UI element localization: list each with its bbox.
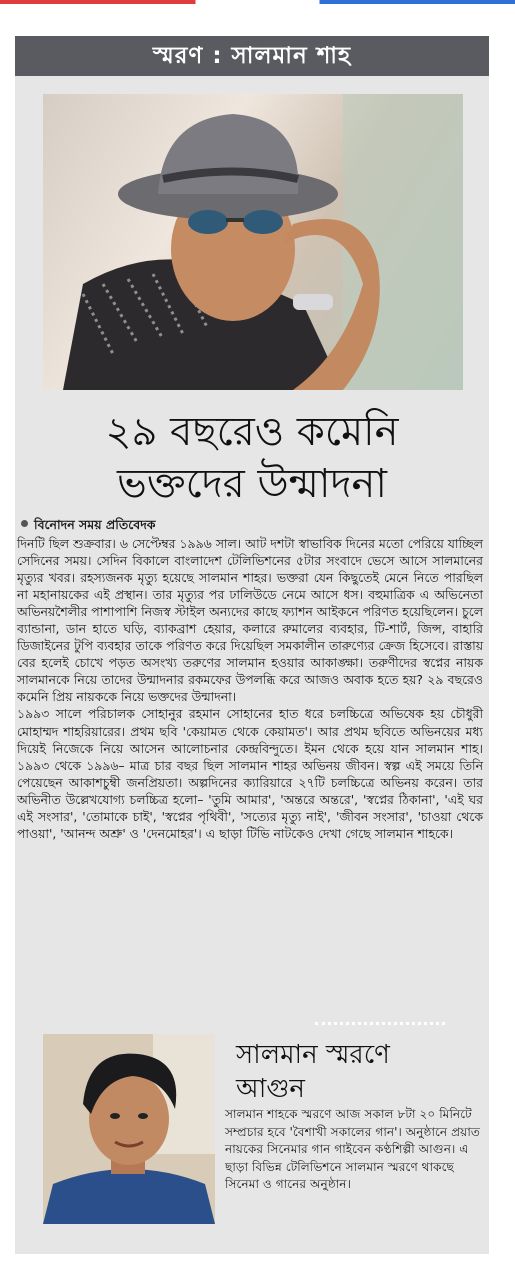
body-paragraph-2: ১৯৯৩ সালে পরিচালক সোহানুর রহমান সোহানের হাত ধরে চলচ্চিত্রে অভিষেক হয় চৌধুরী মোহাম্মদ শাহরিয়ারের। প্রথম ছবি 'কেয়ামত থেকে কেয়ামত'। আর প্রথম ছবিতে অভিনয়ের মধ্য দিয়েই নিজেকে নিয়ে আসেন আলোচনার কেন্দ্রবিন্দুতে। ইমন থেকে হয়ে যান সালমান শাহ। ১৯৯৩ থেকে ১৯৯৬– মাত্র চার বছর ছিল সালমান শাহর অভিনয় জীবন। স্বল্প এই সময়ে তিনি পেয়েছেন আকাশচুম্বী জনপ্রিয়তা। অল্পদিনের ক্যারিয়ারে ২৭টি চলচ্চিত্রে অভিনয় করেন। তার অভিনীত উল্লেখযোগ্য চলচ্চিত্র হলো– 'তুমি আমার', 'অন্তরে অন্তরে', 'স্বপ্নের ঠিকানা', 'এই ঘর এই সংসার', 'তোমাকে চাই', 'স্বপ্নের পৃথিবী', 'সত্যের মৃত্যু নাই', 'জীবন সংসার', 'চাওয়া থেকে পাওয়া', 'আনন্দ অশ্রু' ও 'দেনমোহর'। এ ছাড়া টিভি নাটকেও দেখা গেছে সালমান শাহকে। bbox=[17, 706, 483, 841]
bullet-icon bbox=[21, 520, 28, 527]
top-color-rule bbox=[0, 0, 515, 4]
body-paragraph-1: দিনটি ছিল শুক্রবার। ৬ সেপ্টেম্বর ১৯৯৬ সাল। আট দশটা স্বাভাবিক দিনের মতো পেরিয়ে যাচ্ছিল সেদিনের সময়। সেদিন বিকালে বাংলাদেশ টেলিভিশনের ৫টার সংবাদে ভেসে আসে সালমানের মৃত্যুর খবর। রহস্যজনক মৃত্যু হয়েছে সালমান শাহর। ভক্তরা যেন কিছুতেই মেনে নিতে পারছিল না মহানায়কের এই প্রস্থান। তার মৃত্যুর পর ঢালিউডে নেমে আসে ধস। বহুমাত্রিক এ অভিনেতা অভিনয়শৈলীর পাশাপাশি নিজস্ব স্টাইল অন্যদের কাছে ফ্যাশন আইকনে পরিণত হয়েছিলেন। চুলে ব্যান্ডানা, ডান হাতে ঘড়ি, ব্যাকব্রাশ হেয়ার, কলারে রুমালের ব্যবহার, টি-শার্ট, জিন্স, বাহারি ডিজাইনের টুপি ব্যবহার তাকে পরিণত করে দিয়েছিল সমকালীন তারুণ্যের ক্রেজ হিসেবে। রাস্তায় বের হলেই চোখে পড়ত অসংখ্য তরুণের সালমান হওয়ার আকাঙ্ক্ষা। তরুণীদের স্বপ্নের নায়ক সালমানকে নিয়ে তাদের উন্মাদনার রকমফের উপলব্ধি করে আজও অবাক হতে হয়? ২৯ বছরেও কমেনি প্রিয় নায়ককে নিয়ে ভক্তদের উন্মাদনা। bbox=[17, 536, 483, 705]
sidebar-headline bbox=[236, 1038, 486, 1106]
inset-photo-illustration bbox=[43, 1034, 215, 1224]
banner-title: স্মরণ : সালমান শাহ bbox=[152, 42, 352, 69]
section-banner bbox=[15, 36, 489, 76]
article-body bbox=[17, 535, 483, 842]
byline-text: বিনোদন সময় প্রতিবেদক bbox=[34, 517, 156, 532]
headline bbox=[15, 406, 489, 510]
hero-photo-illustration bbox=[43, 94, 463, 390]
sidebar-headline-line-1: সালমান স্মরণে bbox=[236, 1040, 390, 1070]
headline-line-1: ২৯ বছরেও কমেনি bbox=[105, 409, 399, 455]
hero-photo bbox=[43, 94, 463, 390]
sidebar-text: সালমান শাহকে স্মরণে আজ সকাল ৮টা ২০ মিনিটে সম্প্রচার হবে 'বৈশাখী সকালের গান'। অনুষ্ঠানে প্রয়াত নায়কের সিনেমার গান গাইবেন কণ্ঠশিল্পী আগুন। এ ছাড়া বিভিন্ন টেলিভিশনে সালমান স্মরণে থাকছে সিনেমা ও গানের অনুষ্ঠান। bbox=[225, 1107, 481, 1192]
headline-line-2: ভক্তদের উন্মাদনা bbox=[117, 461, 387, 507]
dotted-divider bbox=[315, 1022, 445, 1025]
sidebar-headline-line-2: আগুন bbox=[236, 1074, 305, 1104]
byline bbox=[21, 517, 481, 533]
inset-photo bbox=[43, 1034, 215, 1224]
article-page bbox=[15, 36, 489, 1254]
